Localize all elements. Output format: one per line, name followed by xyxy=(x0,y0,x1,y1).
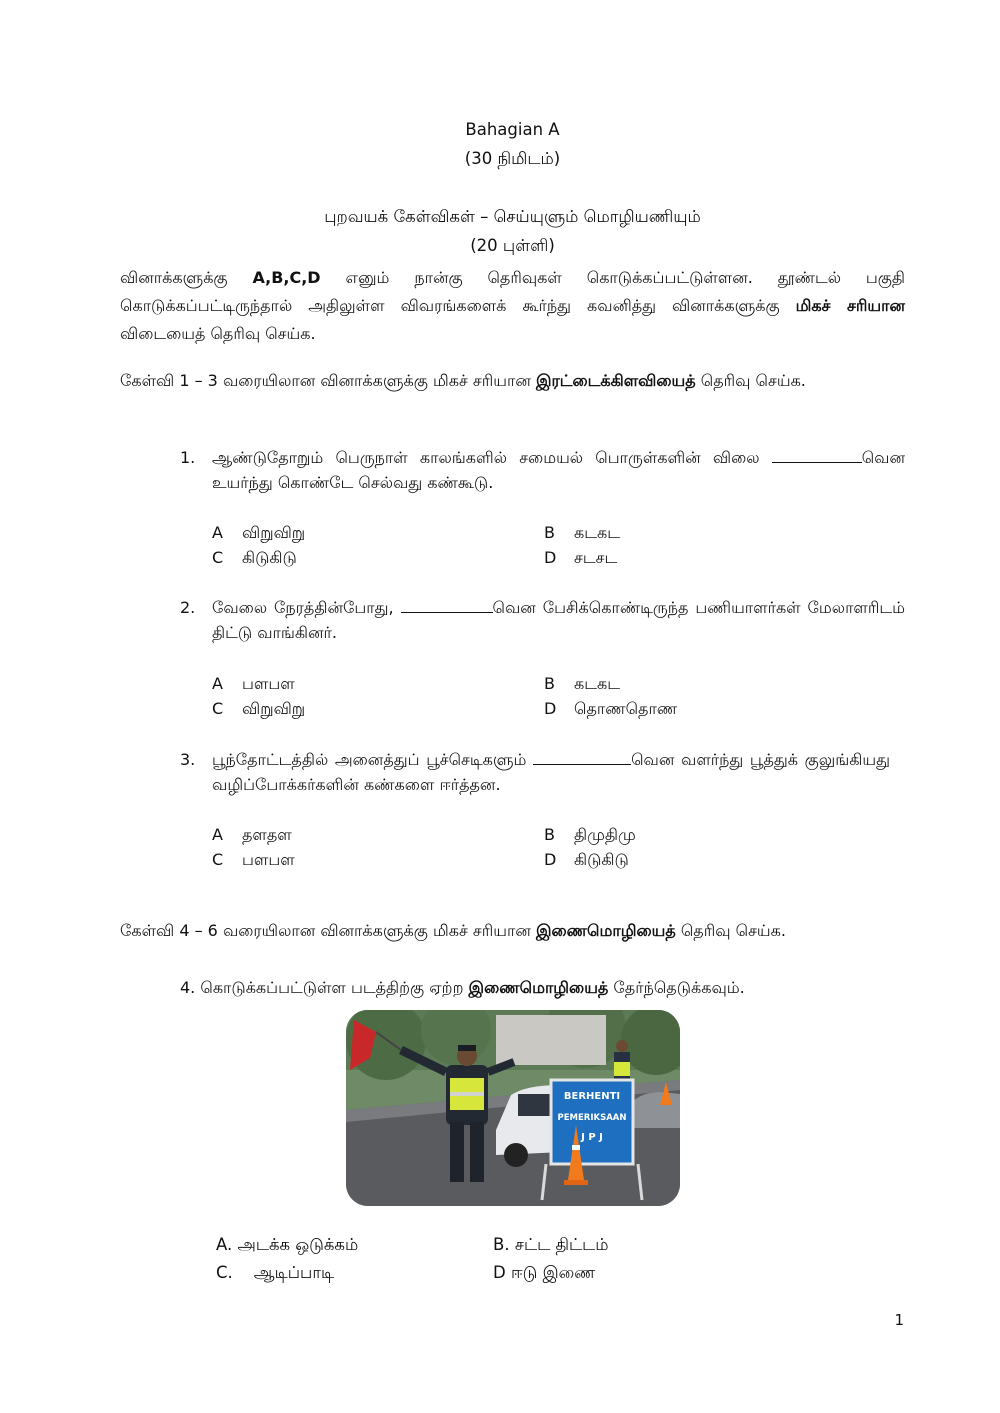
option-c[interactable]: C விறுவிறு xyxy=(212,699,306,718)
option-d[interactable]: D ஈடு இணை xyxy=(493,1263,596,1282)
option-b[interactable]: B கடகட xyxy=(544,674,620,693)
page-number: 1 xyxy=(894,1311,904,1329)
answer-blank xyxy=(401,596,493,613)
traffic-checkpoint-photo xyxy=(346,1010,680,1206)
question-text: ஆண்டுதோறும் பெருநாள் காலங்களில் சமையல் பொருள்களின் விலை வென உயர்ந்து கொண்டே செல்வது கண்கூடு. xyxy=(212,448,905,492)
option-c[interactable]: C. ஆடிப்பாடி xyxy=(216,1263,335,1282)
topic-title: புறவயக் கேள்விகள் – செய்யுளும் மொழியணியும் xyxy=(324,207,701,226)
question-number: 2. xyxy=(180,598,196,617)
marks: (20 புள்ளி) xyxy=(470,236,555,255)
option-a[interactable]: A விறுவிறு xyxy=(212,523,306,542)
question-1 xyxy=(180,445,905,495)
option-d[interactable]: D கிடுகிடு xyxy=(544,850,629,869)
question-number: 1. xyxy=(180,448,196,467)
question-2 xyxy=(180,595,905,645)
sign-line-3: J P J xyxy=(581,1132,603,1143)
section2-intro: கேள்வி 4 – 6 வரையிலான வினாக்களுக்கு மிகச் சரியான இணைமொழியைத் தெரிவு செய்க. xyxy=(120,921,786,940)
answer-blank xyxy=(772,446,862,463)
option-d[interactable]: D தொணதொண xyxy=(544,699,678,718)
option-c[interactable]: C கிடுகிடு xyxy=(212,548,297,567)
duration: (30 நிமிடம்) xyxy=(464,149,561,168)
question-3 xyxy=(180,747,890,797)
option-b[interactable]: B கடகட xyxy=(544,523,620,542)
option-b[interactable]: B திமுதிமு xyxy=(544,825,636,844)
question-text: வேலை நேரத்தின்போது, வென பேசிக்கொண்டிருந்த பணியாளர்கள் மேலாளரிடம் திட்டு வாங்கினர். xyxy=(212,598,905,642)
option-d[interactable]: D சடசட xyxy=(544,548,618,567)
answer-blank xyxy=(533,748,631,765)
sign-line-1: BERHENTI xyxy=(563,1091,621,1102)
section1-intro: கேள்வி 1 – 3 வரையிலான வினாக்களுக்கு மிகச் சரியான இரட்டைக்கிளவியைத் தெரிவு செய்க. xyxy=(120,371,806,390)
instructions: வினாக்களுக்கு A,B,C,D எனும் நான்கு தெரிவுகள் கொடுக்கப்பட்டுள்ளன. தூண்டல் பகுதி கொடுக்கப்பட்டிருந்தால் அதிலுள்ள விவரங்களைக் கூர்ந்து கவனித்து வினாக்களுக்கு மிகச் சரியான விடையைத் தெரிவு செய்க. xyxy=(120,268,906,343)
question-4: 4. கொடுக்கப்பட்டுள்ள படத்திற்கு ஏற்ற இணைமொழியைத் தேர்ந்தெடுக்கவும். xyxy=(180,978,745,997)
option-c[interactable]: C பளபள xyxy=(212,850,295,869)
section-title: Bahagian A xyxy=(465,120,560,139)
question-number: 4. xyxy=(180,978,196,997)
question-text: பூந்தோட்டத்தில் அனைத்துப் பூச்செடிகளும் வென வளர்ந்து பூத்துக் குலுங்கியது வழிப்போக்கர்களின் கண்களை ஈர்த்தன. xyxy=(212,750,890,794)
option-a[interactable]: A பளபள xyxy=(212,674,295,693)
question-number: 3. xyxy=(180,750,196,769)
option-a[interactable]: A தளதள xyxy=(212,825,292,844)
sign-line-2: PEMERIKSAAN xyxy=(557,1113,627,1123)
option-a[interactable]: A. அடக்க ஒடுக்கம் xyxy=(216,1235,359,1254)
option-b[interactable]: B. சட்ட திட்டம் xyxy=(493,1235,609,1254)
